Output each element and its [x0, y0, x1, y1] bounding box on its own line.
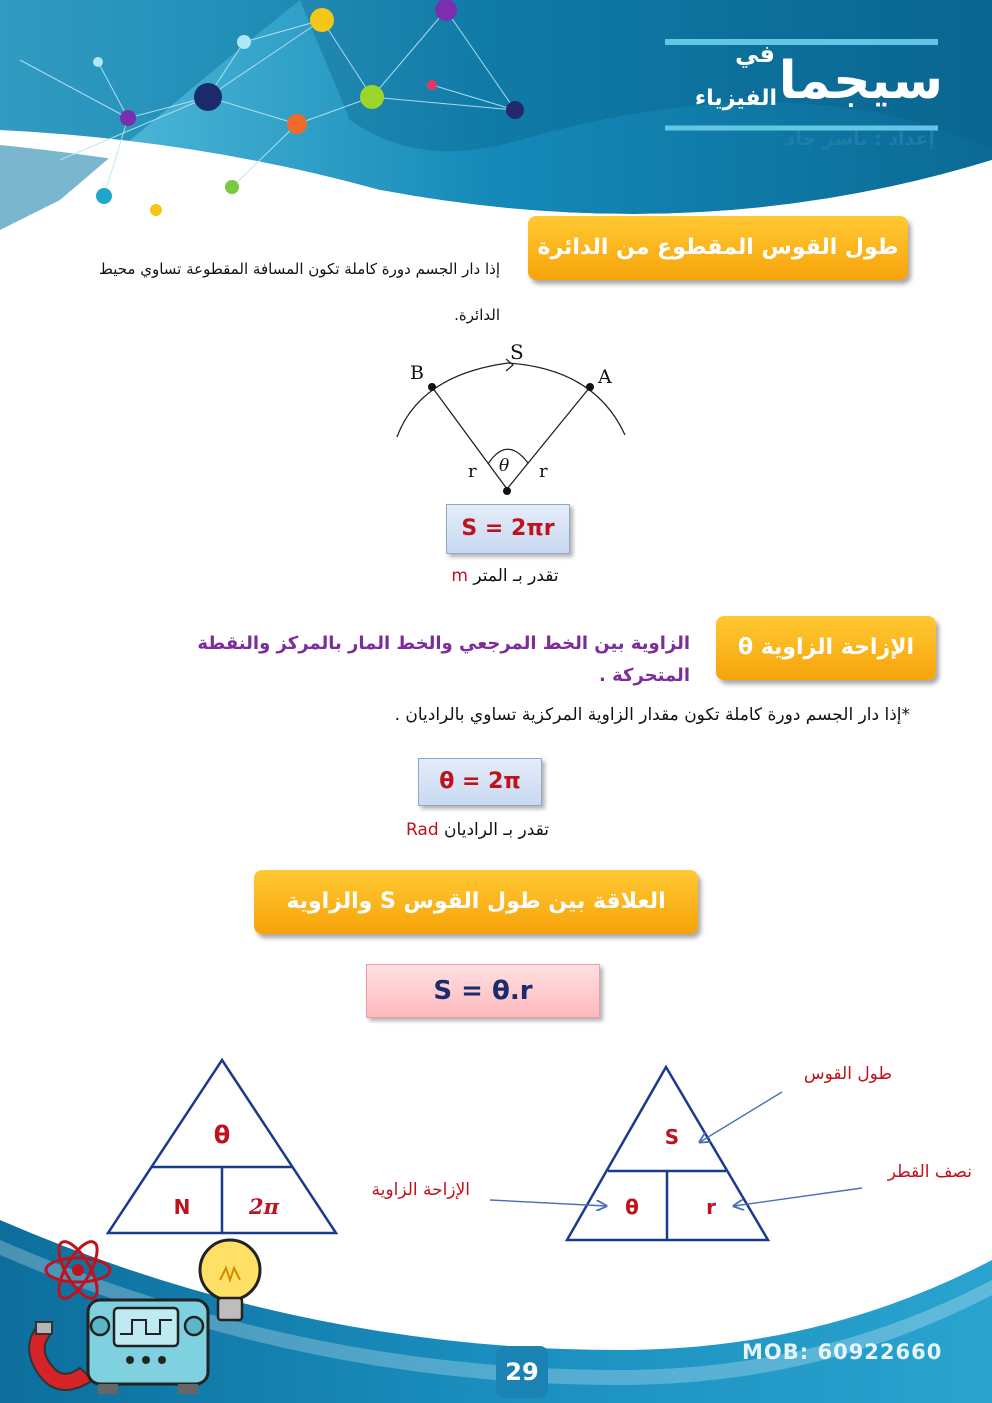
brand-logo [660, 40, 945, 128]
formula-circumference: S = 2πr [446, 504, 570, 554]
label-angular-displacement: الإزاحة الزاوية [371, 1180, 470, 1200]
brand-subject: الفيزياء [694, 86, 777, 111]
label-theta: θ [499, 456, 510, 476]
point-a [586, 383, 594, 391]
arc-diagram [380, 335, 650, 505]
author-line: إعداد : ياسر جاد [785, 128, 935, 150]
tri-right-top: S [664, 1125, 680, 1149]
section3-title: العلاقة بين طول القوس S والزاوية [254, 870, 698, 934]
page-number: 29 [505, 1358, 539, 1386]
tri-left-bottom-right: 2π [249, 1194, 279, 1219]
section2-title: الإزاحة الزاوية θ [716, 616, 936, 680]
section2-unit-text: تقدر بـ الراديان [444, 820, 550, 840]
label-a: A [598, 366, 612, 388]
tri-left-bottom-left: N [173, 1195, 191, 1219]
label-r-left: r [468, 461, 477, 482]
section1-unit-text: تقدر بـ المتر [473, 566, 559, 586]
lab-device-icon [88, 1300, 208, 1394]
tri-right-bottom-right: r [706, 1195, 716, 1219]
arrow-arc-length [700, 1092, 782, 1142]
section2-note: *إذا دار الجسم دورة كاملة تكون مقدار الزاوية المركزية تساوي بالراديان . [394, 705, 910, 725]
phone-number: MOB: 60922660 [742, 1340, 943, 1364]
magnet-icon [29, 1322, 93, 1390]
formula-theta: θ = 2π [418, 758, 542, 806]
formula-arc-relation: S = θ.r [366, 964, 600, 1018]
science-clipart [18, 1230, 268, 1400]
tri-right-bottom-left: θ [625, 1195, 639, 1219]
light-bulb-icon [200, 1240, 260, 1320]
label-r-right: r [539, 461, 548, 482]
brand-name: سيجما [778, 51, 943, 111]
section2-unit-line [380, 820, 575, 840]
tri-left-top: θ [213, 1121, 231, 1149]
label-arc-length: طول القوس [803, 1064, 892, 1084]
section2-unit-symbol: Rad [405, 820, 439, 840]
section2-definition: الزاوية بين الخط المرجعي والخط المار بالمركز والنقطة المتحركة . [197, 633, 690, 686]
section1-title: طول القوس المقطوع من الدائرة S [528, 216, 908, 280]
section1-unit-line [420, 566, 590, 586]
label-b: B [410, 362, 424, 384]
point-b [428, 383, 436, 391]
arc-path [397, 363, 625, 437]
section1-unit-symbol: m [451, 566, 468, 586]
label-s: S [510, 340, 524, 364]
brand-small: في [735, 40, 775, 68]
label-radius: نصف القطر [887, 1162, 972, 1182]
atom-icon [46, 1236, 110, 1303]
center-point [503, 487, 511, 495]
section1-text: إذا دار الجسم دورة كاملة تكون المسافة المقطوعة تساوي محيط الدائرة. [98, 260, 500, 324]
label-arrows [480, 1080, 880, 1220]
